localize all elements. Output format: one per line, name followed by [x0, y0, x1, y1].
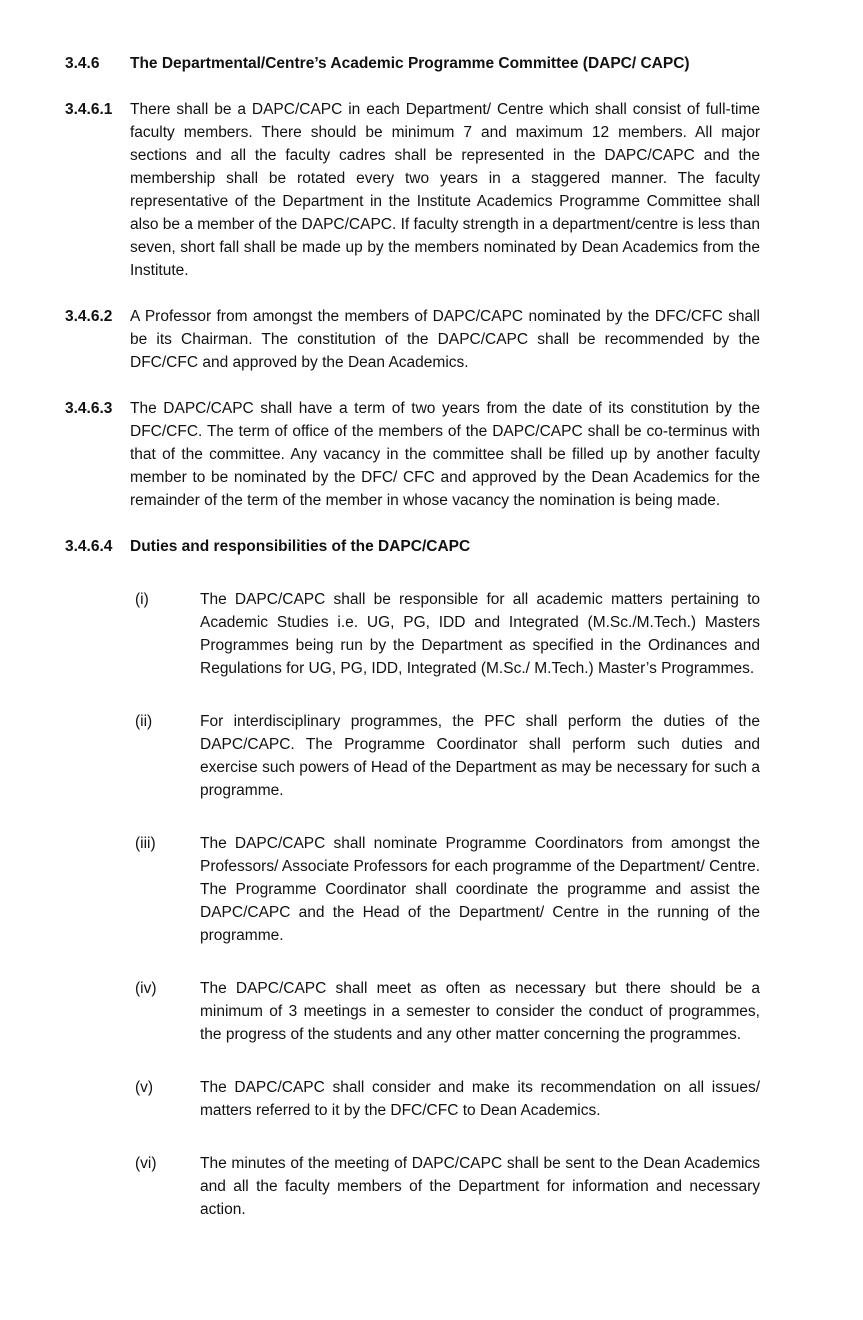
section-number: 3.4.6 — [65, 55, 100, 72]
duty-item-vi — [135, 1152, 760, 1221]
section-text: There shall be a DAPC/CAPC in each Department/ Centre which shall consist of full-time faculty members. There should be minimum 7 and maximum 12 members. All major sections and all the faculty cadres shall be represented in the DAPC/CAPC and the membership shall be rotated every two years in a staggered manner. The faculty representative of the Department in the Institute Academics Programme Committee shall also be a member of the DAPC/CAPC. If faculty strength in a department/centre is less than seven, short fall shall be made up by the members nominated by Dean Academics from the Institute. — [130, 101, 760, 279]
section-3-4-6-1 — [65, 98, 760, 282]
duty-text: The DAPC/CAPC shall nominate Programme Coordinators from amongst the Professors/ Associate Professors for each programme of the Department/ Centre. The Programme Coordinator shall coordinate the programme and assist the DAPC/CAPC and the Head of the Department/ Centre in the running of the programme. — [200, 835, 760, 944]
section-text: The DAPC/CAPC shall have a term of two years from the date of its constitution by the DFC/CFC. The term of office of the members of the DAPC/CAPC shall be co-terminus with that of the committee. Any vacancy in the committee shall be filled up by another faculty member to be nominated by the DFC/ CFC and approved by the Dean Academics for the remainder of the term of the member in whose vacancy the nomination is being made. — [130, 400, 760, 509]
section-3-4-6-2 — [65, 305, 760, 374]
section-number: 3.4.6.4 — [65, 538, 113, 555]
section-text: A Professor from amongst the members of DAPC/CAPC nominated by the DFC/CFC shall be its Chairman. The constitution of the DAPC/CAPC shall be recommended by the DFC/CFC and approved by the Dean Academics. — [130, 308, 760, 371]
duty-item-iii — [135, 832, 760, 947]
duty-item-i — [135, 588, 760, 680]
duty-item-iv — [135, 977, 760, 1046]
section-number: 3.4.6.1 — [65, 101, 113, 118]
duty-label: (v) — [135, 1079, 154, 1096]
section-title: The Departmental/Centre’s Academic Programme Committee (DAPC/ CAPC) — [130, 55, 690, 72]
duties-list — [65, 588, 760, 1221]
section-number: 3.4.6.3 — [65, 400, 113, 417]
duty-label: (ii) — [135, 713, 153, 730]
section-title: Duties and responsibilities of the DAPC/CAPC — [130, 538, 471, 555]
duty-label: (iii) — [135, 835, 156, 852]
duty-text: The DAPC/CAPC shall meet as often as necessary but there should be a minimum of 3 meetings in a semester to consider the conduct of programmes, the progress of the students and any other matter concerning the programmes. — [200, 980, 760, 1043]
duty-text: For interdisciplinary programmes, the PFC shall perform the duties of the DAPC/CAPC. The Programme Coordinator shall perform such duties and exercise such powers of Head of the Department as may be necessary for such a programme. — [200, 713, 760, 799]
section-3-4-6-3 — [65, 397, 760, 512]
section-number: 3.4.6.2 — [65, 308, 113, 325]
duty-label: (vi) — [135, 1155, 157, 1172]
duty-text: The DAPC/CAPC shall consider and make its recommendation on all issues/ matters referred to it by the DFC/CFC to Dean Academics. — [200, 1079, 760, 1119]
duty-label: (i) — [135, 591, 149, 608]
duty-item-v — [135, 1076, 760, 1122]
section-heading-3-4-6-4 — [65, 535, 760, 558]
section-heading-3-4-6 — [65, 52, 760, 75]
duty-item-ii — [135, 710, 760, 802]
duty-text: The minutes of the meeting of DAPC/CAPC shall be sent to the Dean Academics and all the faculty members of the Department for information and necessary action. — [200, 1155, 760, 1218]
duty-text: The DAPC/CAPC shall be responsible for all academic matters pertaining to Academic Studies i.e. UG, PG, IDD and Integrated (M.Sc./M.Tech.) Masters Programmes being run by the Department as specified in the Ordinances and Regulations for UG, PG, IDD, Integrated (M.Sc./ M.Tech.) Master’s Programmes. — [200, 591, 760, 677]
duty-label: (iv) — [135, 980, 157, 997]
